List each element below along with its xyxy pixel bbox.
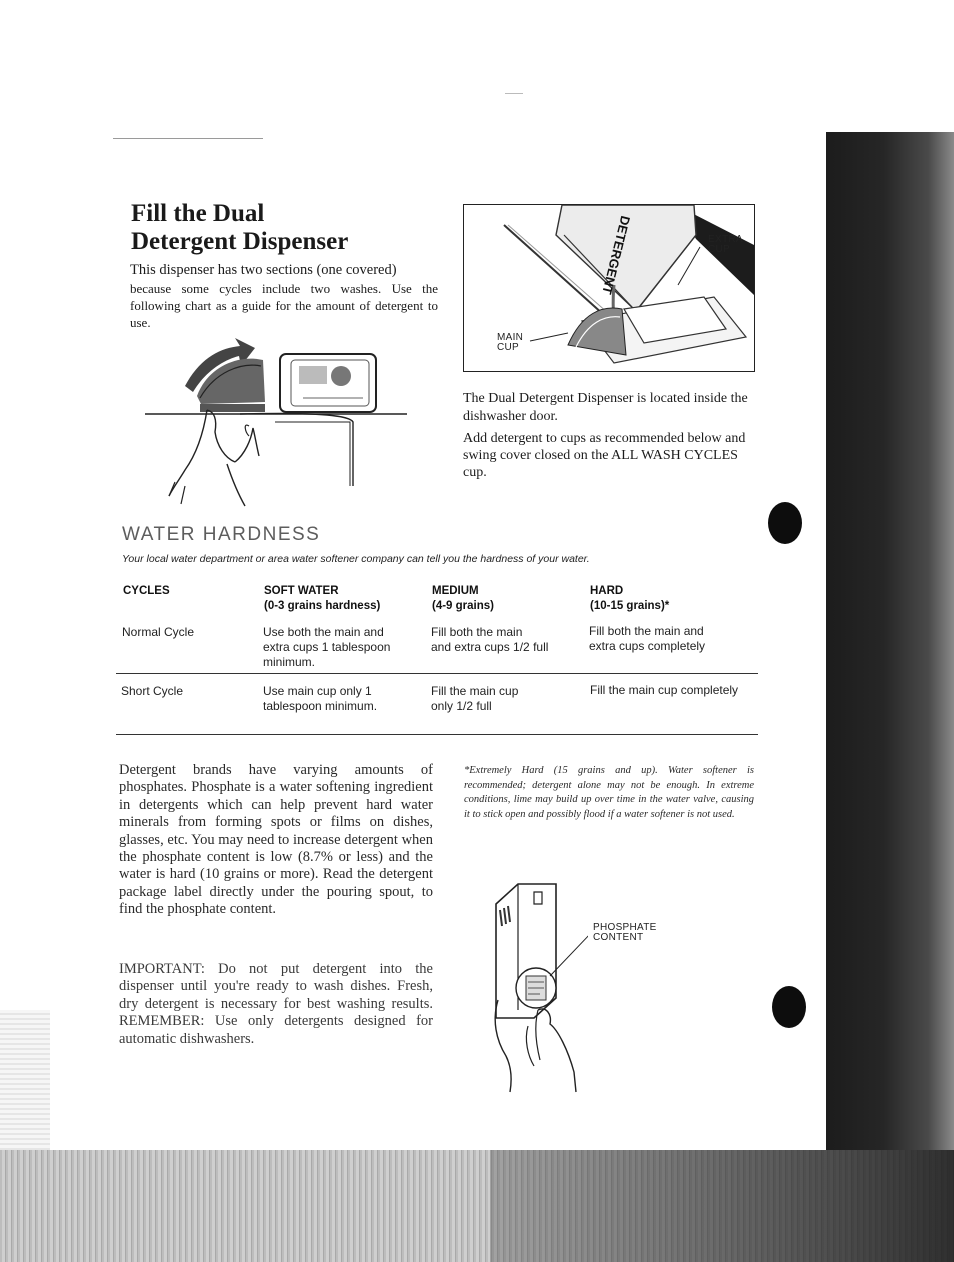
- extremely-hard-footnote: *Extremely Hard (15 grains and up). Water softener is recommended; detergent alone may not be enough. In extreme conditions, lime may build up over time in the water valve, causing it to stick open and possibly flood if a water softener is not used.: [464, 765, 754, 820]
- table-header-hard: HARD (10-15 grains)*: [590, 585, 670, 612]
- detergent-box-label: DETERGENT: [599, 214, 634, 296]
- phosphate-content-callout: PHOSPHATE CONTENT: [593, 922, 657, 943]
- dispenser-location-text: The Dual Detergent Dispenser is located inside the dishwasher door.: [463, 391, 748, 424]
- scan-rule: [113, 138, 263, 139]
- water-hardness-title: WATER HARDNESS: [122, 524, 321, 545]
- table-divider: [116, 673, 758, 674]
- binder-hole-bottom: [772, 986, 806, 1028]
- page-title-line1: Fill the Dual: [131, 200, 265, 227]
- page-title: [131, 200, 431, 256]
- table-row-short-hard: Fill the main cup completely: [590, 683, 739, 697]
- intro-text: because some cycles include two washes. Use the following chart as a guide for the amount of detergent to use.: [130, 281, 438, 330]
- important-paragraph: IMPORTANT: Do not put detergent into the dispenser until you're ready to wash dishes. Fresh, dry detergent is necessary for best washing results. REMEMBER: Use only detergents designed for automatic dishwashers.: [119, 961, 433, 1047]
- table-row-short-cycle: Short Cycle: [121, 684, 184, 698]
- table-header-soft: SOFT WATER (0-3 grains hardness): [264, 585, 381, 612]
- scan-edge-right: [826, 132, 954, 1262]
- dispenser-cups-illustration: [463, 204, 755, 372]
- table-row-short-soft: Use main cup only 1 tablespoon minimum.: [263, 684, 378, 713]
- dispenser-hand-illustration: [145, 336, 415, 508]
- binder-hole-top: [768, 502, 802, 544]
- page-title-line2: Detergent Dispenser: [131, 228, 349, 255]
- table-row-normal-cycle: Normal Cycle: [122, 625, 195, 639]
- extra-cup-label: EXTRA CUP: [708, 234, 743, 255]
- table-row-short-medium: Fill the main cup only 1/2 full: [431, 684, 519, 713]
- dispenser-instruction-text: Add detergent to cups as recommended below and swing cover closed on the ALL WASH CYCLES cup.: [463, 431, 746, 480]
- table-bottom-rule: [116, 734, 758, 735]
- table-row-normal-hard: Fill both the main and extra cups completely: [589, 624, 706, 653]
- phosphate-paragraph: Detergent brands have varying amounts of phosphates. Phosphate is a water softening ingredient in detergents which can help prevent hard water minerals from forming spots or films on dishes, glasses, etc. You may need to increase detergent when the phosphate content is low (8.7% or less) and the water is hard (10 grains or more). Read the detergent package label directly under the pouring spout, to find the phosphate content.: [119, 762, 433, 918]
- detergent-box-illustration: [488, 880, 588, 1094]
- table-row-normal-soft: Use both the main and extra cups 1 tablespoon minimum.: [263, 625, 391, 669]
- scan-edge-left: [0, 1010, 50, 1150]
- table-row-normal-medium: Fill both the main and extra cups 1/2 full: [431, 625, 549, 654]
- main-cup-label: MAIN CUP: [497, 332, 524, 353]
- table-header-medium: MEDIUM (4-9 grains): [432, 585, 494, 612]
- water-hardness-subtitle: Your local water department or area water softener company can tell you the hardness of your water.: [122, 553, 590, 565]
- scan-mark: [505, 93, 523, 94]
- intro-first-line: This dispenser has two sections (one covered): [130, 262, 397, 278]
- scan-edge-bottom-shadow: [490, 1150, 954, 1262]
- table-header-cycles: CYCLES: [123, 585, 170, 597]
